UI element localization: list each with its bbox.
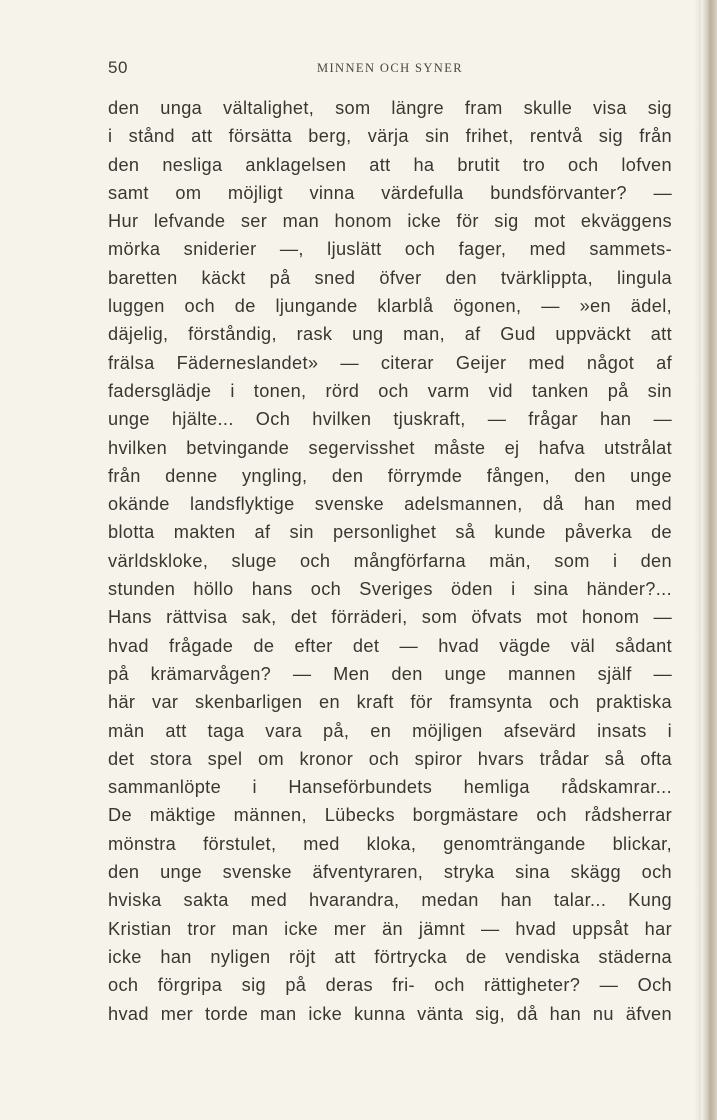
text-line-6: mörka sniderier —, ljuslätt och fager, med sammets- xyxy=(108,239,672,260)
text-line-18: stunden höllo hans och Sveriges öden i sina händer?... xyxy=(108,579,672,600)
text-line-11: fadersglädje i tonen, rörd och varm vid tanken på sin xyxy=(108,380,672,401)
running-title: MINNEN OCH SYNER xyxy=(316,61,463,75)
text-line-17: världskloke, sluge och mångförfarna män, som i den xyxy=(108,550,672,571)
text-line-4: samt om möjligt vinna värdefulla bundsförvanter? — xyxy=(108,182,672,203)
text-line-25: sammanlöpte i Hanseförbundets hemliga rådskamrar... xyxy=(108,777,672,798)
text-line-14: från denne yngling, den förrymde fången, den unge xyxy=(108,465,672,486)
text-line-7: baretten käckt på sned öfver den tvärklippta, lingula xyxy=(108,267,672,288)
text-line-2: i stånd att försätta berg, värja sin frihet, rentvå sig från xyxy=(108,126,672,147)
page-number: 50 xyxy=(108,58,128,77)
text-line-9: däjelig, förståndig, rask ung man, af Gud uppväckt att xyxy=(108,324,672,345)
text-line-20: hvad frågade de efter det — hvad vägde väl sådant xyxy=(108,635,672,656)
text-line-26: De mäktige männen, Lübecks borgmästare och rådsherrar xyxy=(108,805,672,826)
text-line-29: hviska sakta med hvarandra, medan han talar... Kung xyxy=(108,890,672,911)
text-line-30: Kristian tror man icke mer än jämnt — hvad uppsåt har xyxy=(108,918,672,939)
text-line-15: okände landsflyktige svenske adelsmannen, då han med xyxy=(108,494,672,515)
text-line-32: och förgripa sig på deras fri- och rättigheter? — Och xyxy=(108,975,672,996)
text-line-31: icke han nyligen röjt att förtrycka de vendiska städerna xyxy=(108,946,672,967)
text-line-16: blotta makten af sin personlighet så kunde påverka de xyxy=(108,522,672,543)
body-text xyxy=(108,94,672,1028)
running-head xyxy=(108,58,672,82)
text-line-12: unge hjälte... Och hvilken tjuskraft, — frågar han — xyxy=(108,409,672,430)
text-line-3: den nesliga anklagelsen att ha brutit tro och lofven xyxy=(108,154,672,175)
page-edge xyxy=(701,0,717,1120)
text-line-33: hvad mer torde man icke kunna vänta sig, då han nu äfven xyxy=(108,1003,672,1024)
text-line-27: mönstra förstulet, med kloka, genomträngande blickar, xyxy=(108,833,672,854)
text-line-5: Hur lefvande ser man honom icke för sig mot ekväggens xyxy=(108,211,672,232)
text-line-24: det stora spel om kronor och spiror hvars trådar så ofta xyxy=(108,748,672,769)
text-line-23: män att taga vara på, en möjligen afsevärd insats i xyxy=(108,720,672,741)
text-line-21: på krämarvågen? — Men den unge mannen själf — xyxy=(108,663,672,684)
text-line-8: luggen och de ljungande klarblå ögonen, — »en ädel, xyxy=(108,296,672,317)
text-line-19: Hans rättvisa sak, det förräderi, som öfvats mot honom — xyxy=(108,607,672,628)
text-line-22: här var skenbarligen en kraft för framsynta och praktiska xyxy=(108,692,672,713)
text-line-1: den unga vältalighet, som längre fram skulle visa sig xyxy=(108,98,672,118)
text-line-28: den unge svenske äfventyraren, stryka sina skägg och xyxy=(108,862,672,883)
text-line-10: frälsa Fäderneslandet» — citerar Geijer med något af xyxy=(108,352,672,373)
text-line-13: hvilken betvingande segervisshet måste ej hafva utstrålat xyxy=(108,437,672,458)
